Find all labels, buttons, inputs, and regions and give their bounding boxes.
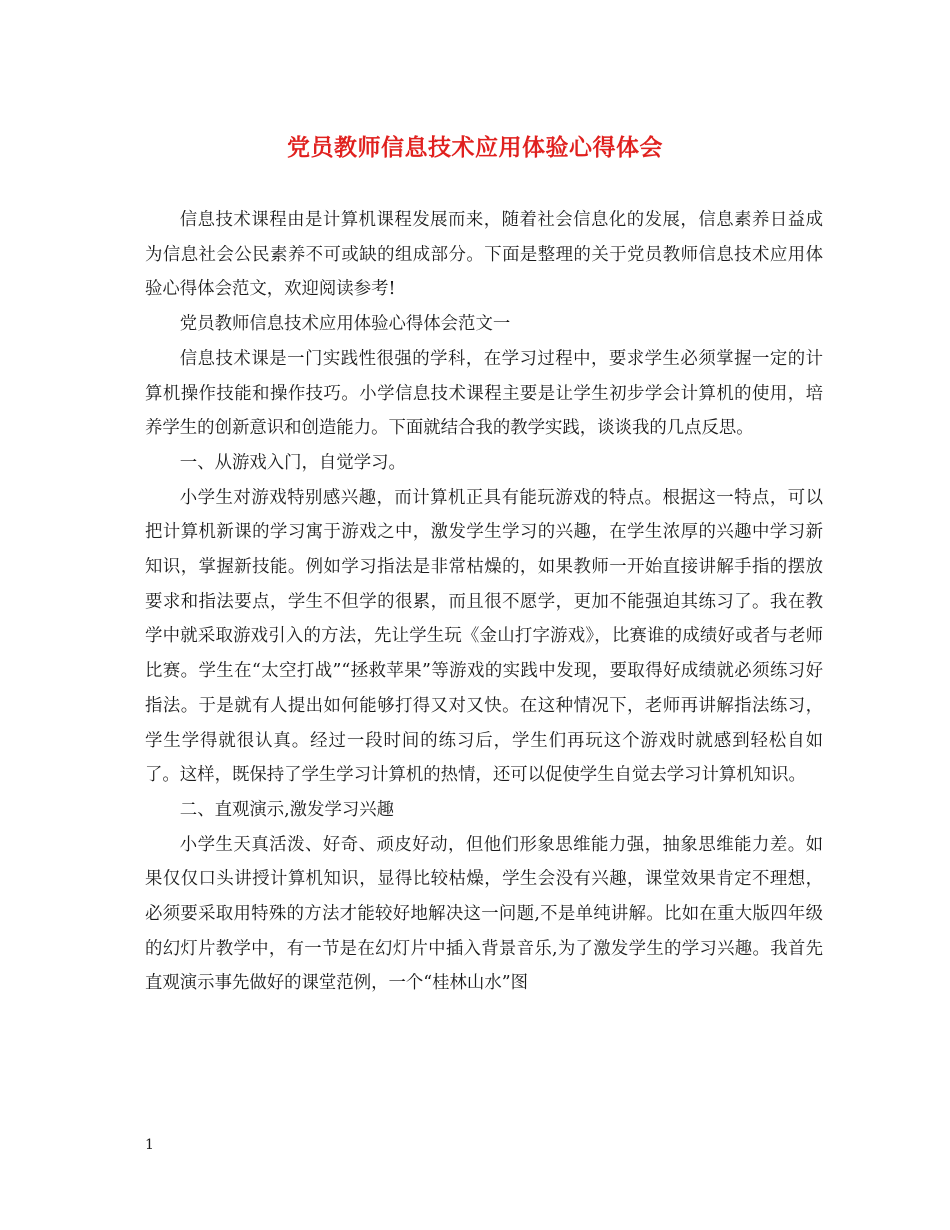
paragraph-point-two-body: 小学生天真活泼、好奇、顽皮好动，但他们形象思维能力强，抽象思维能力差。如果仅仅口头讲授计算机知识，显得比较枯燥，学生会没有兴趣，课堂效果肯定不理想，必须要采取用特殊的方法才能较好地解决这一问题,不是单纯讲解。比如在重大版四年级的幻灯片教学中，有一节是在幻灯片中插入背景音乐,为了激发学生的学习兴趣。我首先直观演示事先做好的课堂范例，一个“桂林山水”图 — [145, 834, 823, 994]
paragraph-point-two-heading: 二、直观演示,激发学习兴趣 — [179, 799, 395, 820]
paragraph-intro: 信息技术课程由是计算机课程发展而来，随着社会信息化的发展，信息素养日益成为信息社会公民素养不可或缺的组成部分。下面是整理的关于党员教师信息技术应用体验心得体会范文，欢迎阅读参考! — [145, 210, 823, 300]
document-title: 党员教师信息技术应用体验心得体会 — [287, 134, 663, 161]
paragraph-section-heading: 党员教师信息技术应用体验心得体会范文一 — [179, 314, 511, 335]
paragraph-reflection-intro: 信息技术课是一门实践性很强的学科，在学习过程中，要求学生必须掌握一定的计算机操作技能和操作技巧。小学信息技术课程主要是让学生初步学会计算机的使用，培养学生的创新意识和创造能力。下面就结合我的教学实践，谈谈我的几点反思。 — [145, 348, 823, 439]
paragraph-point-one-body: 小学生对游戏特别感兴趣，而计算机正具有能玩游戏的特点。根据这一特点，可以把计算机新课的学习寓于游戏之中，激发学生学习的兴趣，在学生浓厚的兴趣中学习新知识，掌握新技能。例如学习指法是非常枯燥的，如果教师一开始直接讲解手指的摆放要求和指法要点，学生不但学的很累，而且很不愿学，更加不能强迫其练习了。我在教学中就采取游戏引入的方法，先让学生玩《金山打字游戏》，比赛谁的成绩好或者与老师比赛。学生在“太空打战”“拯救苹果”等游戏的实践中发现，要取得好成绩就必须练习好指法。于是就有人提出如何能够打得又对又快。在这种情况下，老师再讲解指法练习，学生学得就很认真。经过一段时间的练习后，学生们再玩这个游戏时就感到轻松自如了。这样，既保持了学生学习计算机的热情，还可以促使学生自觉去学习计算机知识。 — [145, 487, 823, 786]
page-number: 1 — [145, 1137, 154, 1153]
document-body — [145, 203, 823, 1001]
paragraph-point-one-heading: 一、从游戏入门，自觉学习。 — [179, 452, 406, 473]
